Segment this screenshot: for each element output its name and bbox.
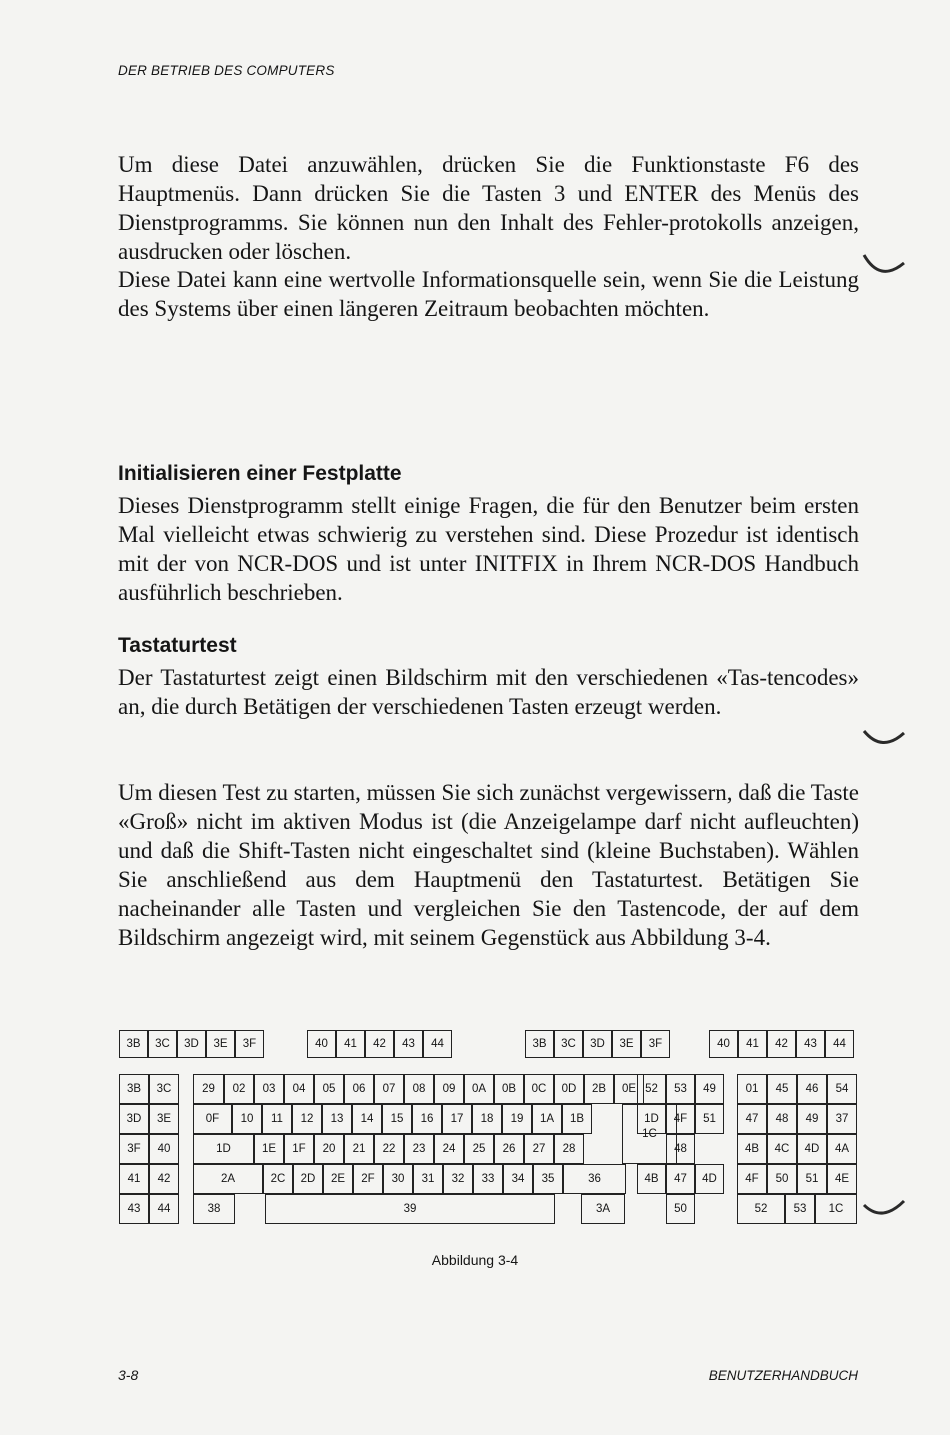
keycap-1b: 1B <box>562 1104 592 1134</box>
keycap-52: 52 <box>737 1194 785 1224</box>
keycap-4c: 4C <box>767 1134 797 1164</box>
keycap-52: 52 <box>637 1074 666 1104</box>
keycap-26: 26 <box>494 1134 524 1164</box>
heading-initialize-harddisk: Initialisieren einer Festplatte <box>118 462 402 485</box>
keycap-40: 40 <box>709 1030 738 1058</box>
keycap-51: 51 <box>797 1164 827 1194</box>
keycap-12: 12 <box>292 1104 322 1134</box>
keycap-45: 45 <box>767 1074 797 1104</box>
keycap-44: 44 <box>149 1194 179 1224</box>
keycap-41: 41 <box>738 1030 767 1058</box>
keycap-21: 21 <box>344 1134 374 1164</box>
keycap-3c: 3C <box>149 1074 179 1104</box>
keycap-3e: 3E <box>149 1104 179 1134</box>
keycap-15: 15 <box>382 1104 412 1134</box>
keycap-3d: 3D <box>177 1030 206 1058</box>
keycap-0b: 0B <box>494 1074 524 1104</box>
keycap-2b: 2B <box>584 1074 614 1104</box>
keycap-1f: 1F <box>284 1134 314 1164</box>
keycap-3f: 3F <box>641 1030 670 1058</box>
keycap-40: 40 <box>307 1030 336 1058</box>
keycap-47: 47 <box>737 1104 767 1134</box>
keycap-2f: 2F <box>353 1164 383 1194</box>
keycap-48: 48 <box>666 1134 695 1164</box>
keycap-4a: 4A <box>827 1134 857 1164</box>
keycap-51: 51 <box>695 1104 724 1134</box>
keycap-4b: 4B <box>737 1134 767 1164</box>
punch-hole-shadow <box>858 225 908 290</box>
keycap-2d: 2D <box>293 1164 323 1194</box>
keycap-3e: 3E <box>206 1030 235 1058</box>
keycap-50: 50 <box>767 1164 797 1194</box>
keycap-3c: 3C <box>554 1030 583 1058</box>
keycap-40: 40 <box>149 1134 179 1164</box>
keycap-39: 39 <box>265 1194 555 1224</box>
keycap-01: 01 <box>737 1074 767 1104</box>
keycap-36: 36 <box>563 1164 626 1194</box>
keycap-10: 10 <box>232 1104 262 1134</box>
keycap-1c: 1C <box>815 1194 857 1224</box>
keycap-11: 11 <box>262 1104 292 1134</box>
keycap-09: 09 <box>434 1074 464 1104</box>
keycap-0c: 0C <box>524 1074 554 1104</box>
keycap-4e: 4E <box>827 1164 857 1194</box>
keycap-50: 50 <box>666 1194 695 1224</box>
keycap-3e: 3E <box>612 1030 641 1058</box>
book-title: BENUTZERHANDBUCH <box>708 1368 858 1383</box>
keycap-32: 32 <box>443 1164 473 1194</box>
keycap-41: 41 <box>336 1030 365 1058</box>
keycap-44: 44 <box>825 1030 854 1058</box>
keycap-0d: 0D <box>554 1074 584 1104</box>
paragraph-error-log-value: Diese Datei kann eine wertvolle Informationsquelle sein, wenn Sie die Leistung des Systems über einen längeren Zeitraum beobachten möchten. <box>118 267 859 321</box>
keycap-43: 43 <box>119 1194 149 1224</box>
keycap-54: 54 <box>827 1074 857 1104</box>
keycap-25: 25 <box>464 1134 494 1164</box>
keycap-0f: 0F <box>193 1104 232 1134</box>
punch-hole-shadow <box>858 695 908 760</box>
keycap-43: 43 <box>394 1030 423 1058</box>
keycap-17: 17 <box>442 1104 472 1134</box>
paragraph-error-log: Um diese Datei anzuwählen, drücken Sie die Funktionstaste F6 des Hauptmenüs. Dann drücken Sie die Tasten 3 und ENTER des Menüs des Dienstprogramms. Sie können nun den Inhalt des Fehler-protokolls anzeigen, ausdrucken oder löschen. <box>118 152 859 264</box>
keycap-05: 05 <box>314 1074 344 1104</box>
keycap-22: 22 <box>374 1134 404 1164</box>
keycap-43: 43 <box>796 1030 825 1058</box>
keycap-02: 02 <box>224 1074 254 1104</box>
keycap-1d: 1D <box>193 1134 254 1164</box>
keycap-49: 49 <box>797 1104 827 1134</box>
keycap-2a: 2A <box>193 1164 263 1194</box>
keycap-20: 20 <box>314 1134 344 1164</box>
keycap-3b: 3B <box>119 1074 149 1104</box>
keycap-16: 16 <box>412 1104 442 1134</box>
keycap-3a: 3A <box>581 1194 625 1224</box>
keycap-24: 24 <box>434 1134 464 1164</box>
heading-keyboard-test: Tastaturtest <box>118 634 237 657</box>
keycap-4f: 4F <box>737 1164 767 1194</box>
keycap-08: 08 <box>404 1074 434 1104</box>
keycap-44: 44 <box>423 1030 452 1058</box>
paragraph-keyboard-test-intro: Der Tastaturtest zeigt einen Bildschirm mit den verschiedenen «Tas-tencodes» an, die durch Betätigen der verschiedenen Tasten erzeugt werden. <box>118 665 859 719</box>
keycap-53: 53 <box>666 1074 695 1104</box>
page-number: 3-8 <box>118 1367 139 1383</box>
keyboard-diagram <box>117 1028 862 1220</box>
keycap-2c: 2C <box>263 1164 293 1194</box>
keycap-42: 42 <box>149 1164 179 1194</box>
keycap-04: 04 <box>284 1074 314 1104</box>
keycap-42: 42 <box>767 1030 796 1058</box>
paragraph-keyboard-test-steps: Um diesen Test zu starten, müssen Sie sich zunächst vergewissern, daß die Taste «Groß» nicht im aktiven Modus ist (die Anzeigelampe darf nicht aufleuchten) und daß die Shift-Tasten nicht eingeschaltet sind (kleine Buchstaben). Wählen Sie anschließend aus dem Hauptmenü den Tastaturtest. Betätigen Sie nacheinander alle Tasten und vergleichen Sie den Tastencode, der auf dem Bildschirm angezeigt wird, mit seinem Gegenstück aus Abbildung 3-4. <box>118 780 859 950</box>
keycap-18: 18 <box>472 1104 502 1134</box>
keycap-1a: 1A <box>532 1104 562 1134</box>
keycap-33: 33 <box>473 1164 503 1194</box>
keycap-3d: 3D <box>583 1030 612 1058</box>
keycap-0a: 0A <box>464 1074 494 1104</box>
keycap-0e: 0E <box>614 1074 644 1104</box>
keycap-30: 30 <box>383 1164 413 1194</box>
keycap-03: 03 <box>254 1074 284 1104</box>
keycap-48: 48 <box>767 1104 797 1134</box>
keycap-06: 06 <box>344 1074 374 1104</box>
keycap-1d: 1D <box>637 1104 666 1134</box>
keycap-3d: 3D <box>119 1104 149 1134</box>
keycap-4d: 4D <box>695 1164 724 1194</box>
keycap-53: 53 <box>785 1194 815 1224</box>
keycap-3f: 3F <box>235 1030 264 1058</box>
keycap-4d: 4D <box>797 1134 827 1164</box>
keycap-4b: 4B <box>637 1164 666 1194</box>
paragraph-initialize: Dieses Dienstprogramm stellt einige Fragen, die für den Benutzer beim ersten Mal vielleicht etwas schwierig zu verstehen sind. Diese Prozedur ist identisch mit der von NCR-DOS und ist unter INITFIX in Ihrem NCR-DOS Handbuch ausführlich beschrieben. <box>118 493 859 605</box>
keycap-35: 35 <box>533 1164 563 1194</box>
keycap-34: 34 <box>503 1164 533 1194</box>
keycap-14: 14 <box>352 1104 382 1134</box>
punch-hole-shadow <box>858 1175 908 1230</box>
keycap-38: 38 <box>193 1194 235 1224</box>
keycap-4f: 4F <box>666 1104 695 1134</box>
keycap-3c: 3C <box>148 1030 177 1058</box>
keycap-2e: 2E <box>323 1164 353 1194</box>
keycap-3b: 3B <box>119 1030 148 1058</box>
keycap-41: 41 <box>119 1164 149 1194</box>
keycap-3f: 3F <box>119 1134 149 1164</box>
keycap-13: 13 <box>322 1104 352 1134</box>
keycap-46: 46 <box>797 1074 827 1104</box>
keycap-31: 31 <box>413 1164 443 1194</box>
keycap-3b: 3B <box>525 1030 554 1058</box>
keycap-27: 27 <box>524 1134 554 1164</box>
keycap-1e: 1E <box>254 1134 284 1164</box>
keycap-49: 49 <box>695 1074 724 1104</box>
keycap-29: 29 <box>193 1074 224 1104</box>
keycap-23: 23 <box>404 1134 434 1164</box>
figure-caption: Abbildung 3-4 <box>431 1252 519 1268</box>
keycap-19: 19 <box>502 1104 532 1134</box>
keycap-28: 28 <box>554 1134 584 1164</box>
keycap-42: 42 <box>365 1030 394 1058</box>
running-head: DER BETRIEB DES COMPUTERS <box>118 63 335 78</box>
keycap-37: 37 <box>827 1104 857 1134</box>
keycap-1c: 1C <box>622 1104 677 1164</box>
keycap-47: 47 <box>666 1164 695 1194</box>
keycap-07: 07 <box>374 1074 404 1104</box>
